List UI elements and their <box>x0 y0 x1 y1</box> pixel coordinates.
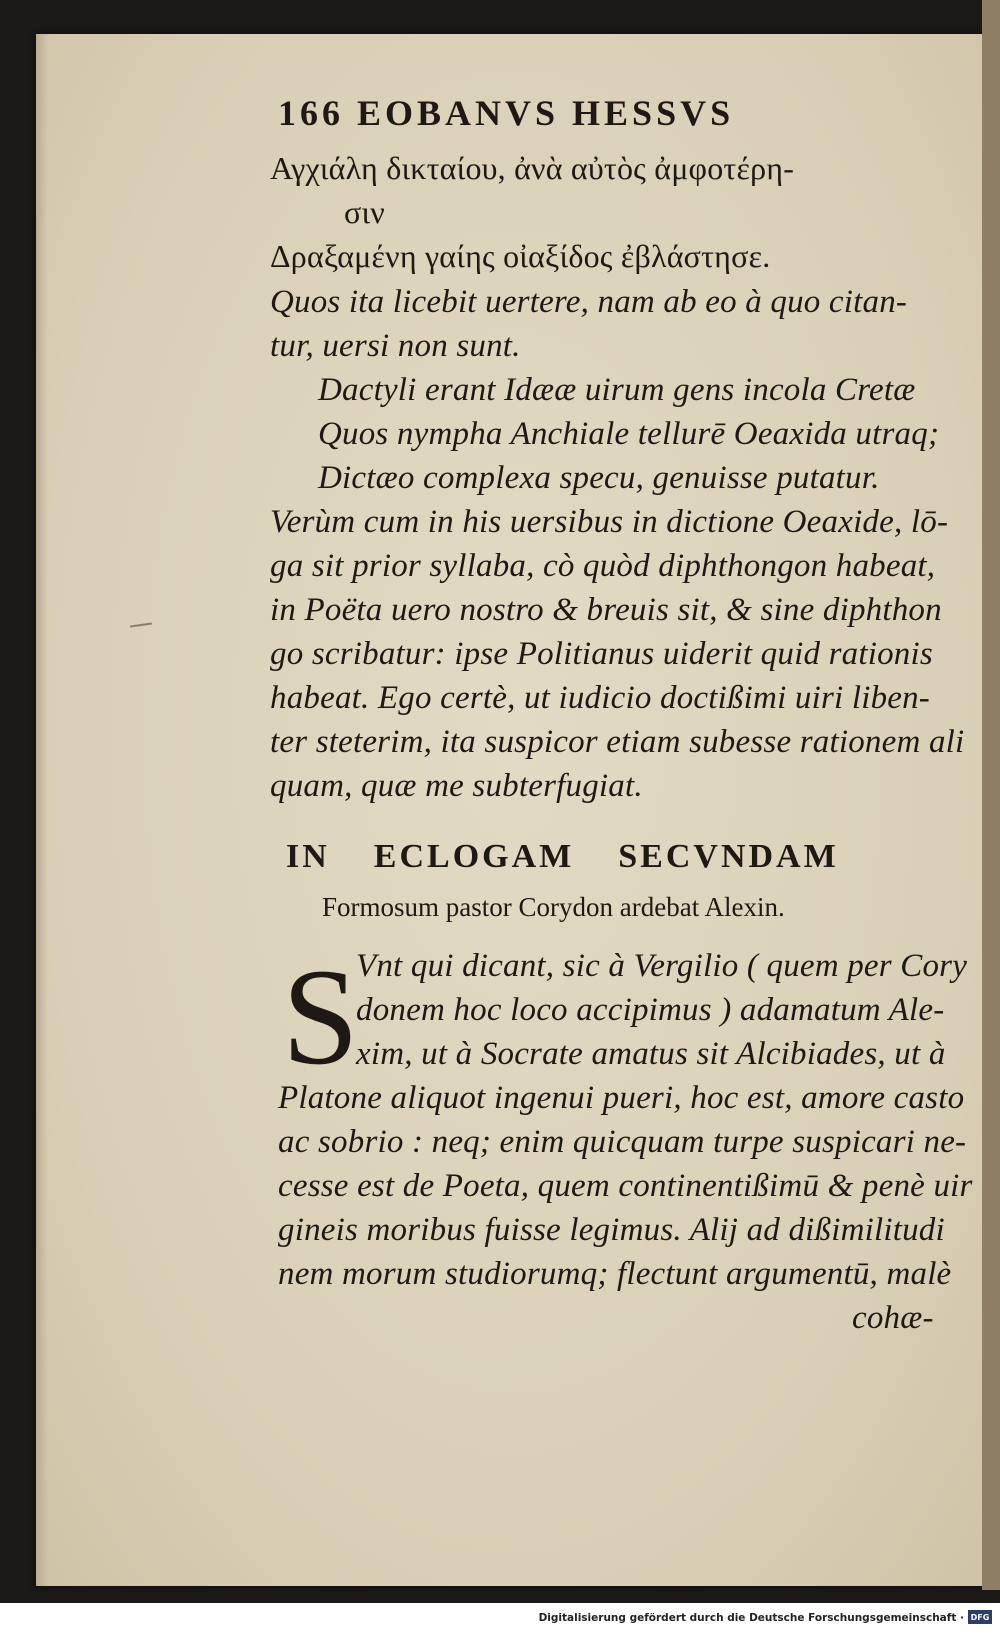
body-line: Verùm cum in his uersibus in dictione Oeaxide, lō- <box>270 504 949 540</box>
commentary-line: xim, ut à Socrate amatus sit Alcibiades, ut à <box>356 1036 946 1072</box>
footer-bar <box>0 1603 1000 1634</box>
greek-line: Δραξαμένη γαίης οἰαξίδος ἐβλάστησε. <box>270 238 771 274</box>
verse-caption: Formosum pastor Corydon ardebat Alexin. <box>322 892 785 922</box>
commentary-line: ac sobrio : neq; enim quicquam turpe suspicari ne- <box>278 1124 967 1160</box>
body-line: in Poëta uero nostro & breuis sit, & sine diphthon <box>270 592 942 628</box>
commentary-line: Platone aliquot ingenui pueri, hoc est, amore casto <box>278 1080 965 1116</box>
commentary-line: donem hoc loco accipimus ) adamatum Ale- <box>356 992 945 1028</box>
catchword: cohæ- <box>852 1300 934 1336</box>
funding-credit: Digitalisierung gefördert durch die Deutsche Forschungsgemeinschaft · <box>538 1612 964 1624</box>
running-head: 166 EOBANVS HESSVS <box>278 93 735 133</box>
body-line: Quos ita licebit uertere, nam ab eo à quo citan- <box>270 284 908 320</box>
greek-line: σιν <box>344 194 385 230</box>
commentary-line: nem morum studiorumq; flectunt argumentū, malè <box>278 1256 952 1292</box>
body-line: ga sit prior syllaba, cò quòd diphthongon habeat, <box>270 548 936 584</box>
greek-line: Αγχιάλη δικταίου, ἀνὰ αὐτὸς ἀμφοτέρη- <box>270 150 795 186</box>
heading-word: ECLOGAM <box>373 838 575 875</box>
heading-word: SECVNDAM <box>618 838 839 875</box>
drop-cap: S <box>282 940 359 1093</box>
verse-line: Dictæo complexa specu, genuisse putatur. <box>318 460 880 496</box>
commentary-line: cesse est de Poeta, quem continentißimū & penè uir <box>278 1168 973 1204</box>
body-line: ter steterim, ita suspicor etiam subesse rationem ali <box>270 724 965 760</box>
body-line: tur, uersi non sunt. <box>270 328 521 364</box>
heading-word: IN <box>286 838 330 875</box>
body-line: quam, quæ me subterfugiat. <box>270 768 643 804</box>
commentary-line: gineis moribus fuisse legimus. Alij ad dißimilitudi <box>278 1212 945 1248</box>
dfg-logo-icon: DFG <box>968 1610 992 1624</box>
commentary-line: Vnt qui dicant, sic à Vergilio ( quem per Cory <box>356 948 968 984</box>
section-heading <box>286 838 839 876</box>
body-line: go scribatur: ipse Politianus uiderit quid rationis <box>270 636 933 672</box>
verse-line: Dactyli erant Idææ uirum gens incola Cretæ <box>318 372 916 408</box>
body-line: habeat. Ego certè, ut iudicio doctißimi uiri liben- <box>270 680 931 716</box>
verse-line: Quos nympha Anchiale tellurē Oeaxida utraq; <box>318 416 940 452</box>
